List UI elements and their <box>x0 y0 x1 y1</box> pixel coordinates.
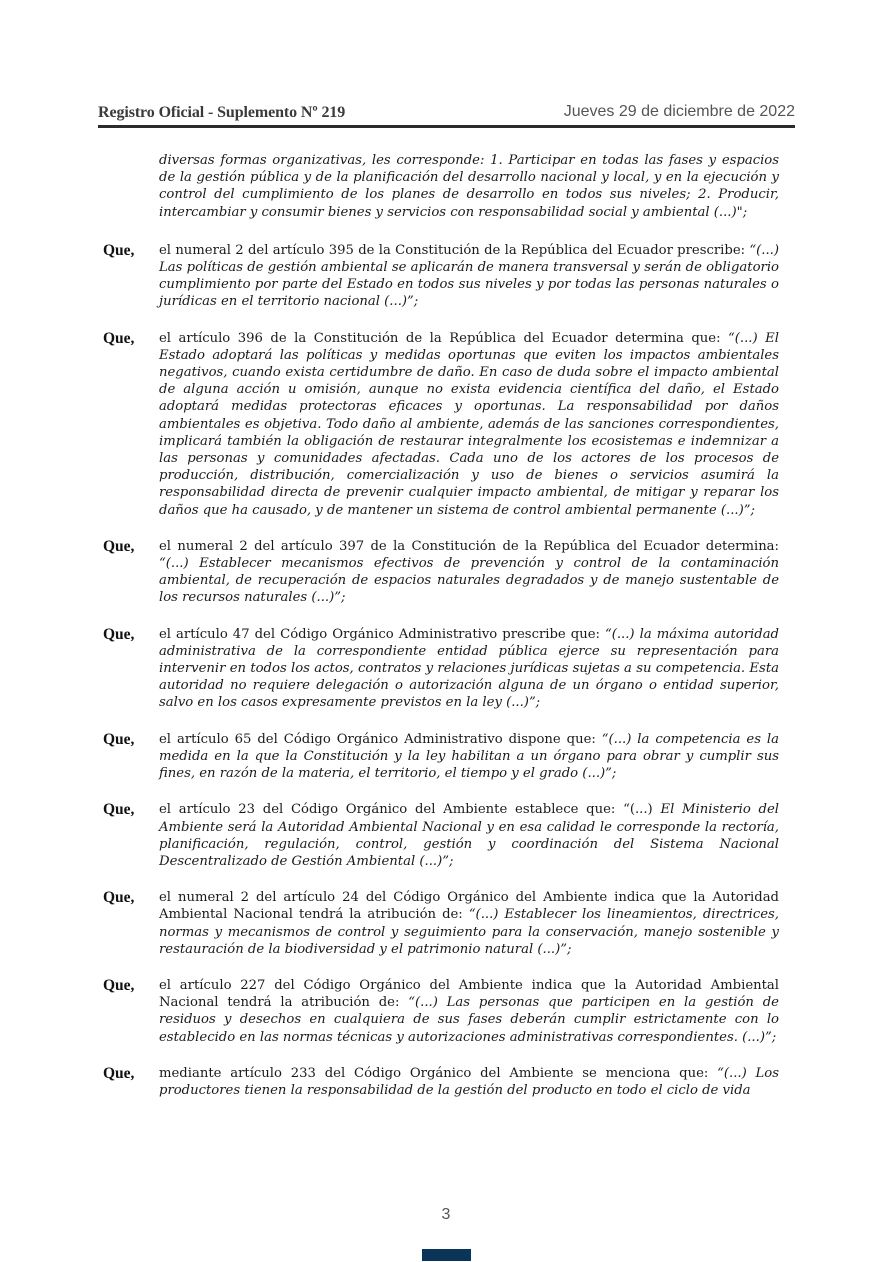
clause-label: Que, <box>103 625 135 643</box>
clause-intro: el artículo 47 del Código Orgánico Administrativo prescribe que: <box>159 626 605 642</box>
clause-art-397 <box>103 538 779 607</box>
clause-quote: “(...) la máxima autoridad administrativa de la correspondiente entidad pública ejerce su representación para intervenir en todos los actos, contratos y relaciones jurídicas sujetas a su competencia. Esta autoridad no requiere delegación o autorización alguna de un órgano o entidad superior, salvo en los casos expresamente previstos en la ley (...)”; <box>159 626 779 711</box>
clause-intro: el artículo 227 del Código Orgánico del Ambiente indica que la Autoridad Ambiental Nacional tendrá la atribución de: <box>159 977 779 1011</box>
page-number: 3 <box>441 1206 451 1223</box>
clause-intro: mediante artículo 233 del Código Orgánico del Ambiente se menciona que: <box>159 1065 718 1081</box>
clause-intro: el artículo 65 del Código Orgánico Administrativo dispone que: <box>159 731 602 747</box>
clause-intro: el numeral 2 del artículo 24 del Código Orgánico del Ambiente indica que la Autoridad Ambiental Nacional tendrá la atribución de: <box>159 890 779 923</box>
clause-intro: el artículo 396 de la Constitución de la República del Ecuador determina que: <box>159 330 729 346</box>
clause-art-65 <box>103 731 779 783</box>
clause-quote: “(...) Las políticas de gestión ambiental se aplicarán de manera transversal y serán de obligatorio cumplimiento por parte del Estado en todos sus niveles y por todas las personas naturales o jurídicas en el territorio nacional (...)”; <box>159 242 779 310</box>
clause-label: Que, <box>103 730 135 748</box>
clause-label: Que, <box>103 889 135 907</box>
clause-art-24 <box>103 889 779 958</box>
header-divider <box>98 125 795 128</box>
footer-accent-bar <box>422 1249 471 1261</box>
clause-art-47 <box>103 626 779 712</box>
clause-quote: El Ministerio del Ambiente será la Autoridad Ambiental Nacional y en esa calidad le corresponde la rectoría, planificación, regulación, control, gestión y coordinación del Sistema Nacional Descentralizado de Gestión Ambiental (...)”; <box>159 802 779 869</box>
clause-quote: “(...) El Estado adoptará las políticas y medidas oportunas que eviten los impactos ambientales negativos, cuando exista certidumbre de daño. En caso de duda sobre el impacto ambiental de alguna acción u omisión, aunque no exista evidencia científica del daño, el Estado adoptará medidas protectoras eficaces y oportunas. La responsabilidad por daños ambientales es objetiva. Todo daño al ambiente, además de las sanciones correspondientes, implicará también la obligación de restaurar integralmente los ecosistemas e indemnizar a las personas y comunidades afectadas. Cada uno de los actores de los procesos de producción, distribución, comercialización y uso de bienes o servicios asumirá la responsabilidad directa de prevenir cualquier impacto ambiental, de mitigar y reparar los daños que ha causado, y de mantener un sistema de control ambiental permanente (...)”; <box>159 330 779 518</box>
clause-art-23 <box>103 801 779 870</box>
clause-label: Que, <box>103 976 135 994</box>
clause-label: Que, <box>103 1064 135 1082</box>
clause-art-395 <box>103 242 779 311</box>
clause-art-227 <box>103 977 779 1046</box>
clause-label: Que, <box>103 537 135 555</box>
publication-title: Registro Oficial - Suplemento Nº 219 <box>98 104 346 121</box>
clause-quote: “(...) la competencia es la medida en la que la Constitución y la ley habilitan a un órgano para obrar y cumplir sus fines, en razón de la materia, el territorio, el tiempo y el grado (...)”; <box>159 731 779 782</box>
clause-label: Que, <box>103 329 135 347</box>
clause-quote: “(...) Los productores tienen la responsabilidad de la gestión del producto en todo el ciclo de vida <box>159 1065 779 1098</box>
publication-date: Jueves 29 de diciembre de 2022 <box>563 103 795 120</box>
clause-quote: “(...) Las personas que participen en la gestión de residuos y desechos en cualquiera de sus fases deberán cumplir estrictamente con lo establecido en las normas técnicas y autorizaciones administrativas correspondientes. (...)”; <box>159 995 779 1045</box>
clause-quote: “(...) Establecer los lineamientos, directrices, normas y mecanismos de control y seguimiento para la conservación, manejo sostenible y restauración de la biodiversidad y el patrimonio natural (...)”; <box>159 907 779 957</box>
document-body <box>103 152 779 1118</box>
page-header <box>98 102 795 124</box>
clause-label: Que, <box>103 801 135 819</box>
clause-label: Que, <box>103 241 135 259</box>
clause-intro: el numeral 2 del artículo 397 de la Constitución de la República del Ecuador determina: <box>159 538 779 554</box>
continued-quote: diversas formas organizativas, les corresponde: 1. Participar en todas las fases y espacios de la gestión pública y de la planificación del desarrollo nacional y local, y en la ejecución y control del cumplimiento de los planes de desarrollo en todos sus niveles; 2. Producir, intercambiar y consumir bienes y servicios con responsabilidad social y ambiental (...)"; <box>159 153 779 220</box>
clause-intro: el numeral 2 del artículo 395 de la Constitución de la República del Ecuador prescribe: <box>159 242 750 258</box>
clause-intro: el artículo 23 del Código Orgánico del Ambiente establece que: “(...) <box>159 802 661 818</box>
clause-quote: “(...) Establecer mecanismos efectivos de prevención y control de la contaminación ambiental, de recuperación de espacios naturales degradados y de manejo sustentable de los recursos naturales (...)”; <box>159 556 779 606</box>
clause-art-233 <box>103 1065 779 1099</box>
clause-art-396 <box>103 330 779 519</box>
